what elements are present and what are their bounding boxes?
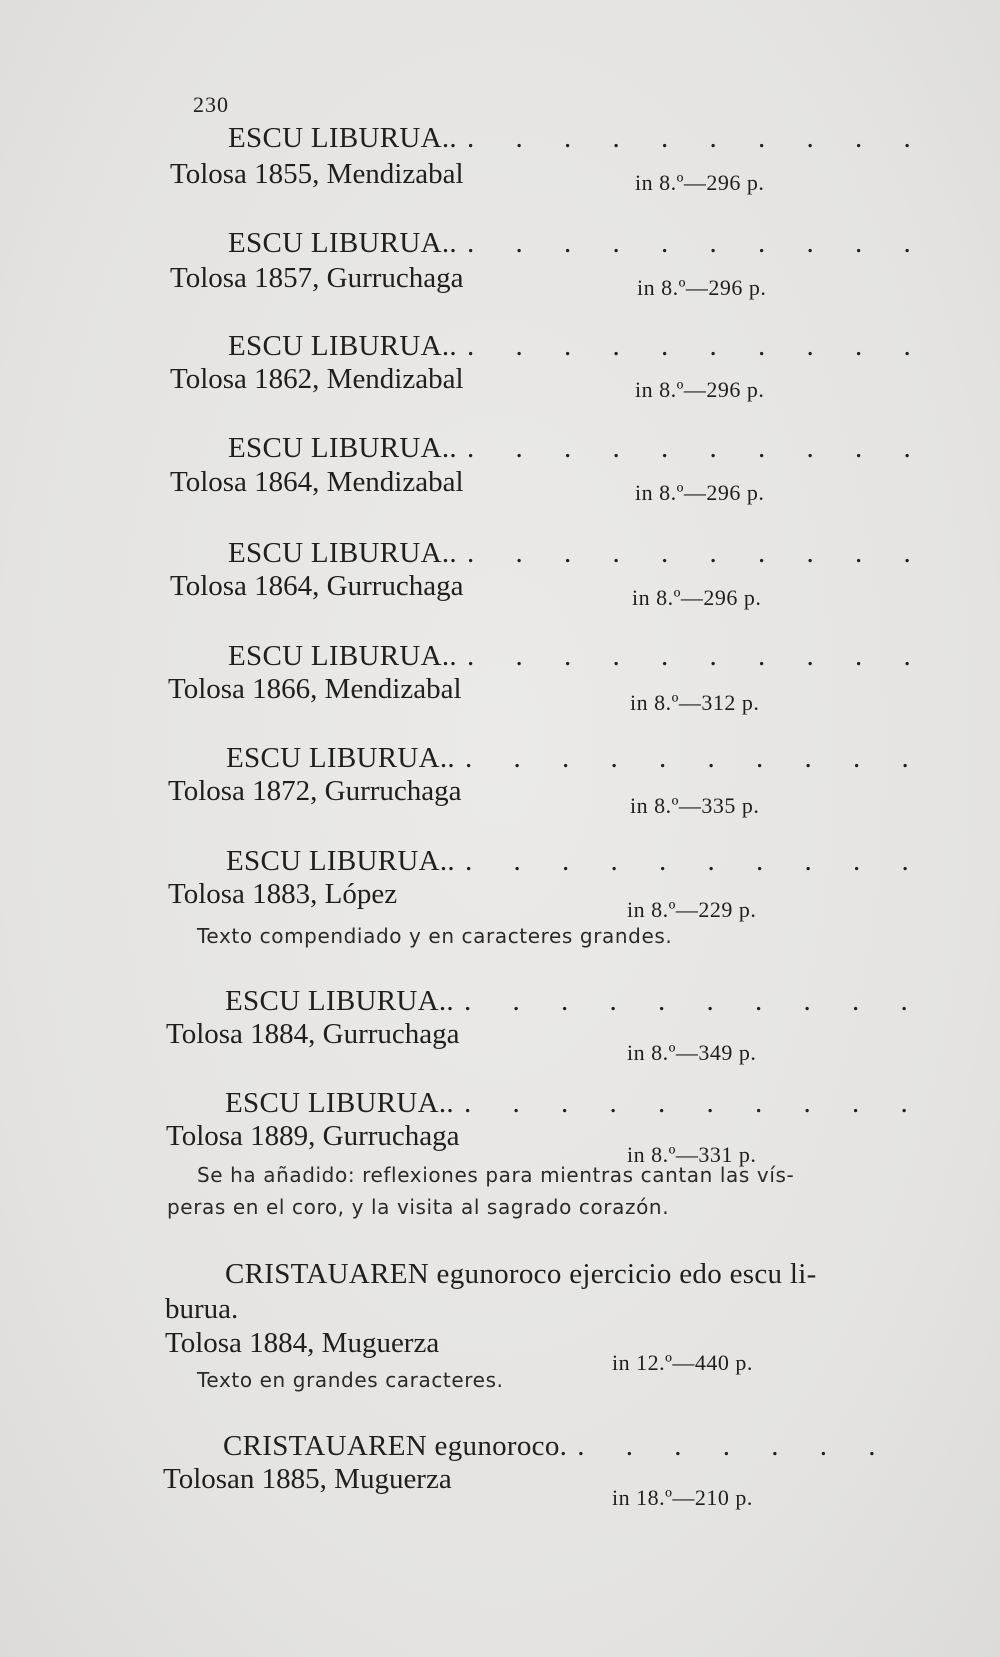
entry-format: in 8.º—296 p. — [635, 480, 765, 505]
entry-imprint: Tolosa 1866, Mendizabal — [168, 673, 462, 705]
entry-title — [228, 640, 928, 673]
entry-imprint: Tolosa 1864, Gurruchaga — [170, 570, 464, 602]
entry-title-continuation: burua. — [165, 1293, 239, 1325]
entry-format: in 8.º—335 p. — [630, 793, 760, 818]
entry-title-text: ESCU LIBURUA.. — [228, 432, 457, 464]
entry-title-text: ESCU LIBURUA.. — [228, 122, 457, 154]
entry-title: CRISTAUAREN egunoroco ejercicio edo escu li- — [225, 1258, 817, 1290]
entry-format: in 8.º—229 p. — [627, 897, 757, 922]
entry-title — [228, 432, 928, 465]
entry-title-text: ESCU LIBURUA.. — [225, 985, 454, 1017]
entry-format: in 8.º—312 p. — [630, 690, 760, 715]
entry-imprint: Tolosa 1872, Gurruchaga — [168, 775, 462, 807]
entry-format: in 12.º—440 p. — [612, 1350, 753, 1375]
page-number: 230 — [193, 92, 229, 117]
entry-title — [228, 330, 928, 363]
entry-format: in 8.º—296 p. — [635, 377, 765, 402]
entry-format: in 8.º—296 p. — [635, 170, 765, 195]
entry-note: Se ha añadido: reflexiones para mientras cantan las vís- — [197, 1163, 795, 1187]
leader-dots: . . . . . . . . . . — [466, 330, 928, 362]
entry-imprint: Tolosa 1884, Muguerza — [165, 1327, 440, 1359]
leader-dots: . . . . . . . . . . — [466, 122, 928, 154]
entry-note: peras en el coro, y la visita al sagrado corazón. — [167, 1195, 670, 1219]
leader-dots: . . . . . . . — [577, 1430, 893, 1462]
leader-dots: . . . . . . . . . . — [464, 845, 926, 877]
entry-title-text: ESCU LIBURUA.. — [228, 640, 457, 672]
entry-title — [225, 1087, 925, 1120]
entry-imprint: Tolosa 1857, Gurruchaga — [170, 262, 464, 294]
entry-imprint: Tolosa 1884, Gurruchaga — [166, 1018, 460, 1050]
entry-title-text: ESCU LIBURUA.. — [226, 845, 455, 877]
entry-format: in 8.º—296 p. — [637, 275, 767, 300]
entry-note: Texto en grandes caracteres. — [197, 1368, 504, 1392]
entry-title-text: ESCU LIBURUA.. — [228, 330, 457, 362]
entry-title — [226, 742, 926, 775]
leader-dots: . . . . . . . . . . — [463, 985, 925, 1017]
entry-format: in 8.º—296 p. — [632, 585, 762, 610]
entry-imprint: Tolosan 1885, Muguerza — [163, 1463, 452, 1495]
entry-imprint: Tolosa 1864, Mendizabal — [170, 466, 464, 498]
leader-dots: . . . . . . . . . . — [464, 742, 926, 774]
entry-format: in 18.º—210 p. — [612, 1485, 753, 1510]
entry-format: in 8.º—331 p. — [627, 1142, 757, 1167]
entry-imprint: Tolosa 1862, Mendizabal — [170, 363, 464, 395]
leader-dots: . . . . . . . . . . — [466, 537, 928, 569]
leader-dots: . . . . . . . . . . — [466, 432, 928, 464]
entry-title-text: ESCU LIBURUA.. — [226, 742, 455, 774]
entry-title — [228, 537, 928, 570]
entry-format: in 8.º—349 p. — [627, 1040, 757, 1065]
leader-dots: . . . . . . . . . . — [466, 640, 928, 672]
entry-title-text: ESCU LIBURUA.. — [228, 227, 457, 259]
leader-dots: . . . . . . . . . . — [463, 1087, 925, 1119]
entry-title-text: ESCU LIBURUA.. — [225, 1087, 454, 1119]
entry-title-text: ESCU LIBURUA.. — [228, 537, 457, 569]
entry-title — [228, 122, 928, 155]
leader-dots: . . . . . . . . . . — [466, 227, 928, 259]
entry-title — [228, 227, 928, 260]
entry-imprint: Tolosa 1889, Gurruchaga — [166, 1120, 460, 1152]
entry-title — [225, 985, 925, 1018]
entry-title-text: CRISTAUAREN egunoroco. — [223, 1430, 568, 1462]
entry-title — [226, 845, 926, 878]
entry-imprint: Tolosa 1883, López — [168, 878, 398, 910]
entry-note: Texto compendiado y en caracteres grandes. — [197, 924, 673, 948]
entry-title — [223, 1430, 892, 1463]
entry-imprint: Tolosa 1855, Mendizabal — [170, 158, 464, 190]
